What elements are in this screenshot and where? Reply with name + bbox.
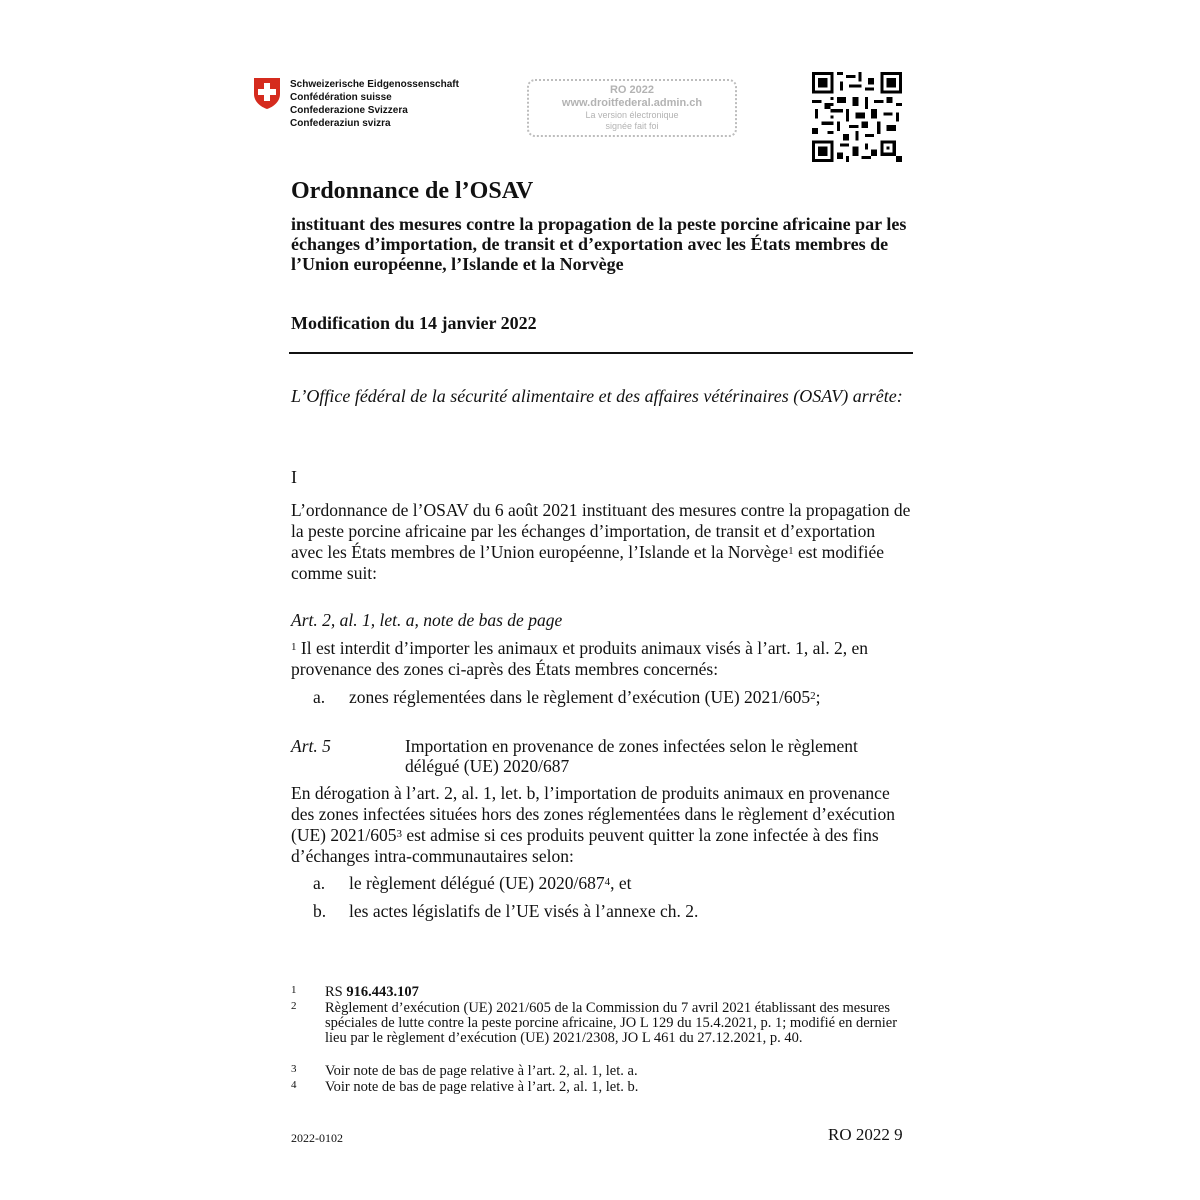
art2-paragraph-text: Il est interdit d’importer les animaux et produits animaux visés à l’art. 1, al. 2, en provenance des zones ci-après des États membres concernés: bbox=[291, 638, 869, 679]
art5-label: Art. 5 bbox=[291, 736, 331, 756]
art5-paragraph bbox=[291, 783, 911, 867]
footnote bbox=[291, 1080, 911, 1095]
art2-heading: Art. 2, al. 1, let. a, note de bas de page bbox=[291, 610, 563, 630]
document-title: Ordonnance de l’OSAV bbox=[291, 178, 534, 204]
title-divider bbox=[289, 352, 913, 354]
section-number: I bbox=[291, 467, 297, 487]
list-item-text: les actes législatifs de l’UE visés à l’annexe ch. 2. bbox=[349, 901, 699, 921]
art5-paragraph-tail: est admise si ces produits peuvent quitter la zone infectée à des fins d’échanges intra-communautaires selon: bbox=[291, 825, 879, 866]
stamp-line-3: La version électronique bbox=[585, 110, 679, 120]
footnote bbox=[291, 985, 911, 1000]
list-item bbox=[291, 687, 911, 709]
footnote bbox=[291, 1001, 911, 1061]
stamp-line-2: www.droitfederal.admin.ch bbox=[561, 97, 703, 109]
swiss-cross-shield-icon bbox=[252, 76, 282, 110]
list-item bbox=[291, 873, 911, 895]
intro-text: L’ordonnance de l’OSAV du 6 août 2021 instituant des mesures contre la propagation de la peste porcine africaine par les échanges d’importation, de transit et d’exportation avec les États membres de l’Union européenne, l’Islande et la Norvège bbox=[291, 500, 911, 562]
footnote-text bbox=[325, 985, 905, 1000]
list-item-tail: ; bbox=[815, 687, 821, 707]
preamble: L’Office fédéral de la sécurité alimentaire et des affaires vétérinaires (OSAV) arrête: bbox=[291, 386, 903, 406]
list-marker: a. bbox=[313, 687, 326, 707]
art5-paragraph-text: En dérogation à l’art. 2, al. 1, let. b, l’importation de produits animaux en provenance des zones infectées situées hors des zones réglementées dans le règlement d’exécution (UE) 2021/605 bbox=[291, 783, 896, 845]
list-item-body: zones réglementées dans le règlement d’exécution (UE) 2021/605 bbox=[349, 687, 811, 707]
intro-paragraph bbox=[291, 500, 911, 584]
footnote-ref[interactable]: 2 bbox=[810, 690, 816, 702]
list-item-tail: , et bbox=[610, 873, 632, 893]
federation-name-fr: Confédération suisse bbox=[290, 92, 392, 103]
footnote-number: 3 bbox=[291, 1063, 297, 1075]
footnote-ref[interactable]: 4 bbox=[604, 876, 611, 888]
art5-title: Importation en provenance de zones infectées selon le règlement délégué (UE) 2020/687 bbox=[405, 736, 858, 776]
art2-paragraph bbox=[291, 638, 911, 680]
footnote-text: Règlement d’exécution (UE) 2021/605 de la Commission du 7 avril 2021 établissant des mesures spéciales de lutte contre la peste porcine africaine, JO L 129 du 15.4.2021, p. 1; modifié en dernier lieu par le règlement d’exécution (UE) 2021/2308, JO L 461 du 27.12.2021, p. 40. bbox=[325, 1000, 898, 1046]
footnote-prefix: RS bbox=[325, 984, 347, 1000]
list-marker: a. bbox=[313, 873, 326, 893]
list-item-text bbox=[349, 873, 909, 894]
list-item-text bbox=[349, 687, 909, 708]
federation-name-de: Schweizerische Eidgenossenschaft bbox=[290, 79, 459, 90]
footnote-number: 2 bbox=[291, 1000, 297, 1012]
footnote-text: Voir note de bas de page relative à l’art. 2, al. 1, let. a. bbox=[325, 1063, 638, 1079]
footnote-ref[interactable]: 1 bbox=[788, 545, 794, 557]
list-item-body: le règlement délégué (UE) 2020/687 bbox=[349, 873, 605, 893]
list-item bbox=[291, 901, 911, 923]
document-subtitle: instituant des mesures contre la propagation de la peste porcine africaine par les échanges d’importation, de transit et d’exportation avec les États membres de l’Union européenne, l’Islande et la Norvège bbox=[291, 214, 907, 274]
footnote-number: 1 bbox=[291, 984, 297, 996]
list-marker: b. bbox=[313, 901, 327, 921]
footnote bbox=[291, 1064, 911, 1079]
footnote-ref[interactable]: 3 bbox=[396, 828, 402, 840]
document-number: 2022-0102 bbox=[291, 1131, 343, 1145]
qr-code-icon bbox=[812, 72, 902, 162]
footnote-bold: 916.443.107 bbox=[346, 984, 419, 1000]
electronic-version-stamp bbox=[527, 79, 737, 137]
footnote-text: Voir note de bas de page relative à l’art. 2, al. 1, let. b. bbox=[325, 1079, 639, 1095]
federation-name-it: Confederazione Svizzera bbox=[290, 105, 408, 116]
paragraph-number: 1 bbox=[291, 641, 297, 653]
footnote-number: 4 bbox=[291, 1079, 297, 1091]
federation-name-rm: Confederaziun svizra bbox=[290, 118, 391, 129]
stamp-line-1: RO 2022 bbox=[609, 84, 655, 96]
modification-date: Modification du 14 janvier 2022 bbox=[291, 313, 537, 333]
intro-tail: est modifiée comme suit: bbox=[291, 542, 884, 583]
federation-names bbox=[290, 78, 459, 130]
page-reference: RO 2022 9 bbox=[828, 1125, 903, 1144]
stamp-line-4: signée fait foi bbox=[605, 121, 659, 131]
